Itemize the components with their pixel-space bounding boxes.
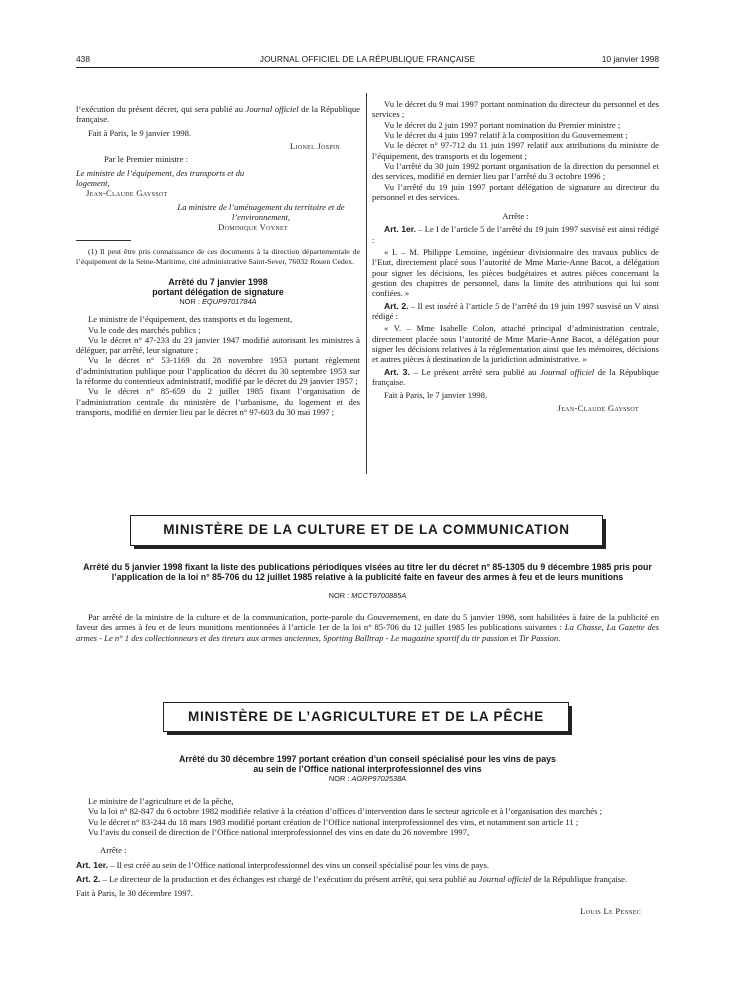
column-divider <box>366 93 367 474</box>
nor-line: NOR : AGRP9702538A <box>328 774 407 784</box>
article-2: Art. 2. – Il est inséré à l’article 5 de l’arrêté du 19 juin 1997 susvisé un V ainsi rédigé : <box>372 300 660 321</box>
ministry-agriculture-banner <box>163 702 569 732</box>
paragraph: Vu le décret du 4 juin 1997 relatif à la composition du Gouvernement ; <box>384 129 628 140</box>
arrete-7-janvier-title: Arrêté du 7 janvier 1998 portant délégation de signature <box>152 277 284 298</box>
article-1-quote: « I. – M. Philippe Lemoine, ingénieur divisionnaire des travaux publics de l’Etat, directement placé sous l’autorité de Mme Marie-Anne Bacot, a délégation pour signer les décisions, les pièces budgétaires et autres pièces concernant la gestion des chapitres de personnel, dans la limite des attributions qui lui sont confiées. » <box>372 247 659 299</box>
paragraph: Vu la loi n° 82-847 du 6 octobre 1982 modifiée relative à la création d’offices d’intervention dans le secteur agricole et à l’organisation des marchés ; <box>88 806 602 817</box>
paragraph: Vu l’arrêté du 30 juin 1992 portant organisation de la direction du personnel et des services, modifié en dernier lieu par l’arrêté du 3 octobre 1996 ; <box>372 160 659 182</box>
fait-line: Fait à Paris, le 9 janvier 1998. <box>88 127 192 138</box>
article-2: Art. 2. – Le directeur de la production et des échanges est chargé de l’exécution du présent arrêté, qui sera publié au Journal officiel de la République française. <box>76 873 628 884</box>
culture-section <box>76 562 659 643</box>
paragraph: Vu le décret du 2 juin 1997 portant nomination du Premier ministre ; <box>384 119 621 130</box>
paragraph: Vu le décret n° 83-244 du 18 mars 1983 modifié portant création de l’Office national interprofessionnel des vins, et notamment son article 11 ; <box>88 816 579 827</box>
nor-line: NOR : MCCT9700885A <box>328 591 407 601</box>
nor-line: NOR : EQUP9701784A <box>179 297 257 307</box>
paragraph: Vu le décret n° 53-1169 du 28 novembre 1953 portant règlement d’administration publique pour l’application du décret du 30 septembre 1953 sur la réforme du contentieux administratif, modifié par le décret du 29 janvier 1957 ; <box>76 355 360 387</box>
header-rule <box>76 67 659 68</box>
signature: Louis Le Pensec <box>580 905 641 916</box>
fait-line: Fait à Paris, le 7 janvier 1998. <box>384 390 488 401</box>
agriculture-arrete-title-2: au sein de l’Office national interprofessionnel des vins <box>253 764 482 775</box>
left-column <box>76 76 360 417</box>
footnote: (1) Il peut être pris connaissance de ces documents à la direction départementale de l’équipement de la Seine-Maritime, cité administrative Saint-Sever, 76032 Rouen Cedex. <box>76 247 360 266</box>
minister-environment-name: Dominique Voynet <box>218 222 288 233</box>
article-3: Art. 3. – Le présent arrêté sera publié au Journal officiel de la République française. <box>372 366 659 387</box>
left-body <box>76 314 360 417</box>
paragraph: Vu le décret du 9 mai 1997 portant nomination du directeur du personnel et des services ; <box>372 99 659 120</box>
paragraph: Vu l’avis du conseil de direction de l’Office national interprofessionnel des vins en date du 26 novembre 1997, <box>88 827 470 838</box>
paragraph: Le ministre de l’équipement, des transports et du logement, <box>88 314 293 325</box>
minister-equipment-name: Jean-Claude Gayssot <box>86 188 168 199</box>
ministry-culture-title: MINISTÈRE DE LA CULTURE ET DE LA COMMUNICATION <box>163 522 570 538</box>
signature: Jean-Claude Gayssot <box>557 403 639 414</box>
paragraph: Vu le décret n° 97-712 du 11 juin 1997 relatif aux attributions du ministre de l’équipement, des transports et du logement ; <box>372 140 659 161</box>
arrete-label: Arrête : <box>502 211 529 222</box>
ministry-culture-banner <box>130 515 603 546</box>
paragraph: Vu le décret n° 47-233 du 23 janvier 1947 modifié autorisant les ministres à déléguer, par arrêté, leur signature ; <box>76 334 360 356</box>
header-date: 10 janvier 1998 <box>601 54 659 64</box>
journal-title: JOURNAL OFFICIEL DE LA RÉPUBLIQUE FRANÇAISE <box>259 54 476 64</box>
article-2-quote: « V. – Mme Isabelle Colon, attaché principal d’administration centrale, directement placée sous l’autorité de Mme Marie-Anne Bacot, a délégation pour signer les décisions relatives à la réglementation ainsi que les mémoires, décisions et autres pièces à destination de la juridiction administrative. » <box>372 323 659 365</box>
page-number: 438 <box>76 54 90 64</box>
page-header <box>76 54 659 66</box>
article-1: Art. 1er. – Il est créé au sein de l’Office national interprofessionnel des vins un conseil spécialisé pour les vins de pays. <box>76 859 489 870</box>
agriculture-arrete-title-1: Arrêté du 30 décembre 1997 portant création d’un conseil spécialisé pour les vins de pays <box>179 754 556 764</box>
agriculture-section <box>76 754 659 916</box>
paragraph: Le ministre de l’agriculture et de la pêche, <box>88 796 234 807</box>
signature-pm: Lionel Jospin <box>290 140 340 151</box>
ministry-agriculture-title: MINISTÈRE DE L’AGRICULTURE ET DE LA PÊCHE <box>187 708 545 724</box>
par-le-premier-ministre: Par le Premier ministre : <box>104 154 189 165</box>
paragraph: Vu le décret n° 85-659 du 2 juillet 1985 fixant l’organisation de l’administration centrale du ministère de l’urbanisme, du logement et des transports, modifié en dernier lieu par le décret n° 97-603 du 30 mai 1997 ; <box>76 386 360 418</box>
minister-environment-role: La ministre de l’aménagement du territoire et de l’environnement, <box>177 201 345 222</box>
fait-line: Fait à Paris, le 30 décembre 1997. <box>76 888 193 899</box>
minister-equipment-role: Le ministre de l’équipement, des transports et du logement, <box>76 167 245 188</box>
agriculture-body <box>76 796 659 837</box>
culture-arrete-title: Arrêté du 5 janvier 1998 fixant la liste des publications périodiques visées au titre Ier du décret n° 85-1305 du 9 décembre 1985 pris pour l’application de la loi n° 85-706 du 12 juillet 1985 relative à la publicité faite en faveur des armes à feu et de leurs munitions <box>83 562 652 583</box>
paragraph: Vu le code des marchés publics ; <box>88 324 201 335</box>
right-column <box>372 99 659 414</box>
footnote-rule <box>76 240 131 241</box>
arrete-label: Arrête : <box>100 845 127 856</box>
continuation-text: l’exécution du présent décret, qui sera publié au Journal officiel de la République française. <box>76 104 360 125</box>
culture-text: Par arrêté de la ministre de la culture et de la communication, porte-parole du Gouvernement, en date du 5 janvier 1998, sont habilitées à faire de la publicité en faveur des armes à feu et de leurs munitions mentionnées à l’article 1er de la loi n° 85-706 du 12 juillet 1985 les publications suivantes : La Chasse, La Gazette des armes - Le n° 1 des collectionneurs et des tireurs aux armes anciennes, Sporting Balltrap - Le magazine sportif du tir passion et Tir Passion. <box>76 612 660 643</box>
article-1: Art. 1er. – Le I de l’article 5 de l’arrêté du 19 juin 1997 susvisé est ainsi rédigé : <box>372 224 659 245</box>
paragraph: Vu l’arrêté du 19 juin 1997 portant délégation de signature au directeur du personnel et des services. <box>372 181 659 202</box>
